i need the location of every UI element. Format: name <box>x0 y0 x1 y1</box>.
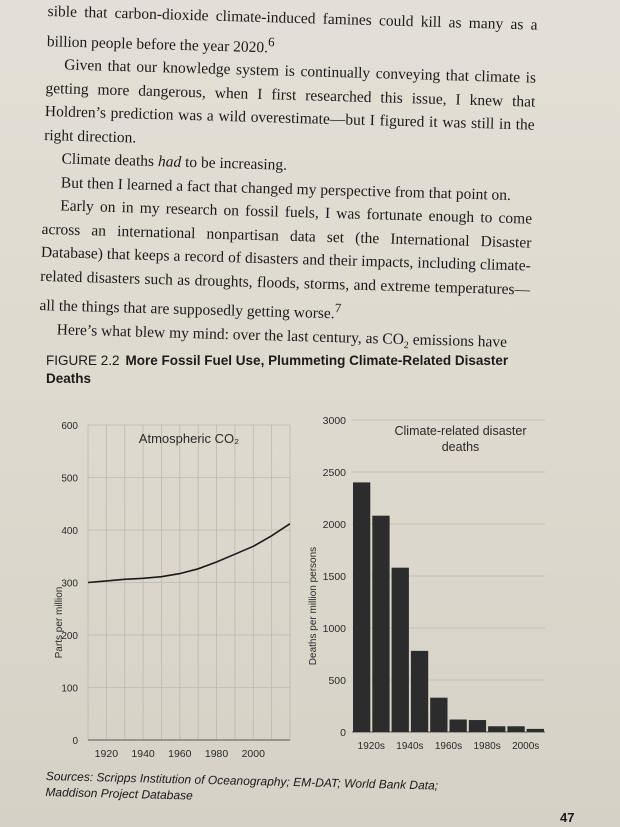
paragraph-4: But then I learned a fact that changed my perspective from that point on. <box>60 174 512 204</box>
co2-series-line <box>88 524 290 583</box>
co2-y-tick-label: 0 <box>72 736 78 747</box>
paragraph-5: Early on in my research on fossil fuels, I was fortunate enough to come across an international nonpartisan data set (the International Disaster Database) that keeps a record of disasters and their impacts, including climate-related disasters such as droughts, floods, storms, and extreme temperatures—all the things that are supposedly getting worse.$^7$ <box>39 197 533 323</box>
deaths-y-tick-label: 3000 <box>322 415 346 427</box>
page-number: 47 <box>560 810 575 825</box>
deaths-x-tick-label: 2000s <box>512 741 540 752</box>
deaths-y-tick-label: 0 <box>340 727 346 739</box>
co2-y-tick-label: 400 <box>61 526 78 537</box>
deaths-y-tick-label: 500 <box>328 675 346 687</box>
figure-title: More Fossil Fuel Use, Plummeting Climate-Related Disaster Deaths <box>46 353 509 386</box>
figure-number: FIGURE 2.2 <box>46 353 120 368</box>
co2-chart-title: Atmospheric CO₂ <box>138 431 240 446</box>
deaths-y-axis-label: Deaths per million persons <box>308 546 319 666</box>
deaths-x-tick-label: 1940s <box>396 741 424 752</box>
deaths-bar-1950s <box>411 651 428 732</box>
deaths-bar-1930s <box>372 516 389 732</box>
deaths-y-tick-label: 2500 <box>322 467 346 479</box>
deaths-bar-2000s <box>507 726 524 732</box>
co2-y-tick-label: 600 <box>61 421 78 432</box>
deaths-bar-1990s <box>488 726 505 732</box>
deaths-chart-title-line1: Climate-related disaster <box>394 424 527 438</box>
co2-y-tick-label: 300 <box>61 578 78 590</box>
paragraph-3: Climate deaths had to be increasing. <box>61 150 288 174</box>
deaths-bar-2010s <box>527 729 544 732</box>
deaths-y-tick-label: 1000 <box>322 623 346 635</box>
deaths-y-tick-label: 1500 <box>322 571 346 583</box>
body-text <box>38 0 538 361</box>
co2-x-tick-label: 2000 <box>241 748 265 760</box>
footnote-ref: 6 <box>267 33 275 49</box>
co2-x-tick-label: 1960 <box>168 748 192 760</box>
co2-x-tick-label: 1940 <box>131 748 155 760</box>
co2-y-tick-label: 500 <box>61 473 78 485</box>
footnote-ref: 7 <box>334 300 342 316</box>
deaths-x-tick-label: 1960s <box>434 741 463 752</box>
figure-caption <box>46 352 516 388</box>
co2-y-axis-label: Parts per million <box>54 586 65 659</box>
deaths-bar-1970s <box>450 720 467 732</box>
figure-charts <box>0 400 620 770</box>
paragraph-2: Given that our knowledge system is continually conveying that climate is getting more dangerous, when I first researched this issue, I knew that Holdren’s prediction was a wild overestimate—but I figured it was still in the right direction. <box>43 56 537 147</box>
paragraph-6: Here’s what blew my mind: over the last century, as $CO_2$ emissions have <box>56 321 508 352</box>
deaths-x-tick-label: 1980s <box>473 741 501 752</box>
co2-y-tick-label: 100 <box>61 683 78 695</box>
deaths-bar-1940s <box>392 568 409 732</box>
deaths-x-tick-label: 1920s <box>357 741 385 752</box>
paragraph-1: sible that carbon-dioxide climate-induced famines could kill as many as a billion people before the year 2020.$^6$ <box>46 2 538 56</box>
figure-sources: Sources: Scripps Institution of Oceanography; EM-DAT; World Bank Data; Maddison Project Database <box>45 768 439 803</box>
co2-x-tick-label: 1980 <box>204 748 229 760</box>
co2-x-tick-label: 1920 <box>94 748 119 760</box>
deaths-bar-1920s <box>353 482 370 732</box>
deaths-y-tick-label: 2000 <box>322 519 346 531</box>
deaths-chart-title-line2: deaths <box>441 440 480 454</box>
deaths-bar-1980s <box>469 720 486 732</box>
deaths-bar-1960s <box>430 698 447 732</box>
co2-y-tick-label: 200 <box>61 631 78 642</box>
